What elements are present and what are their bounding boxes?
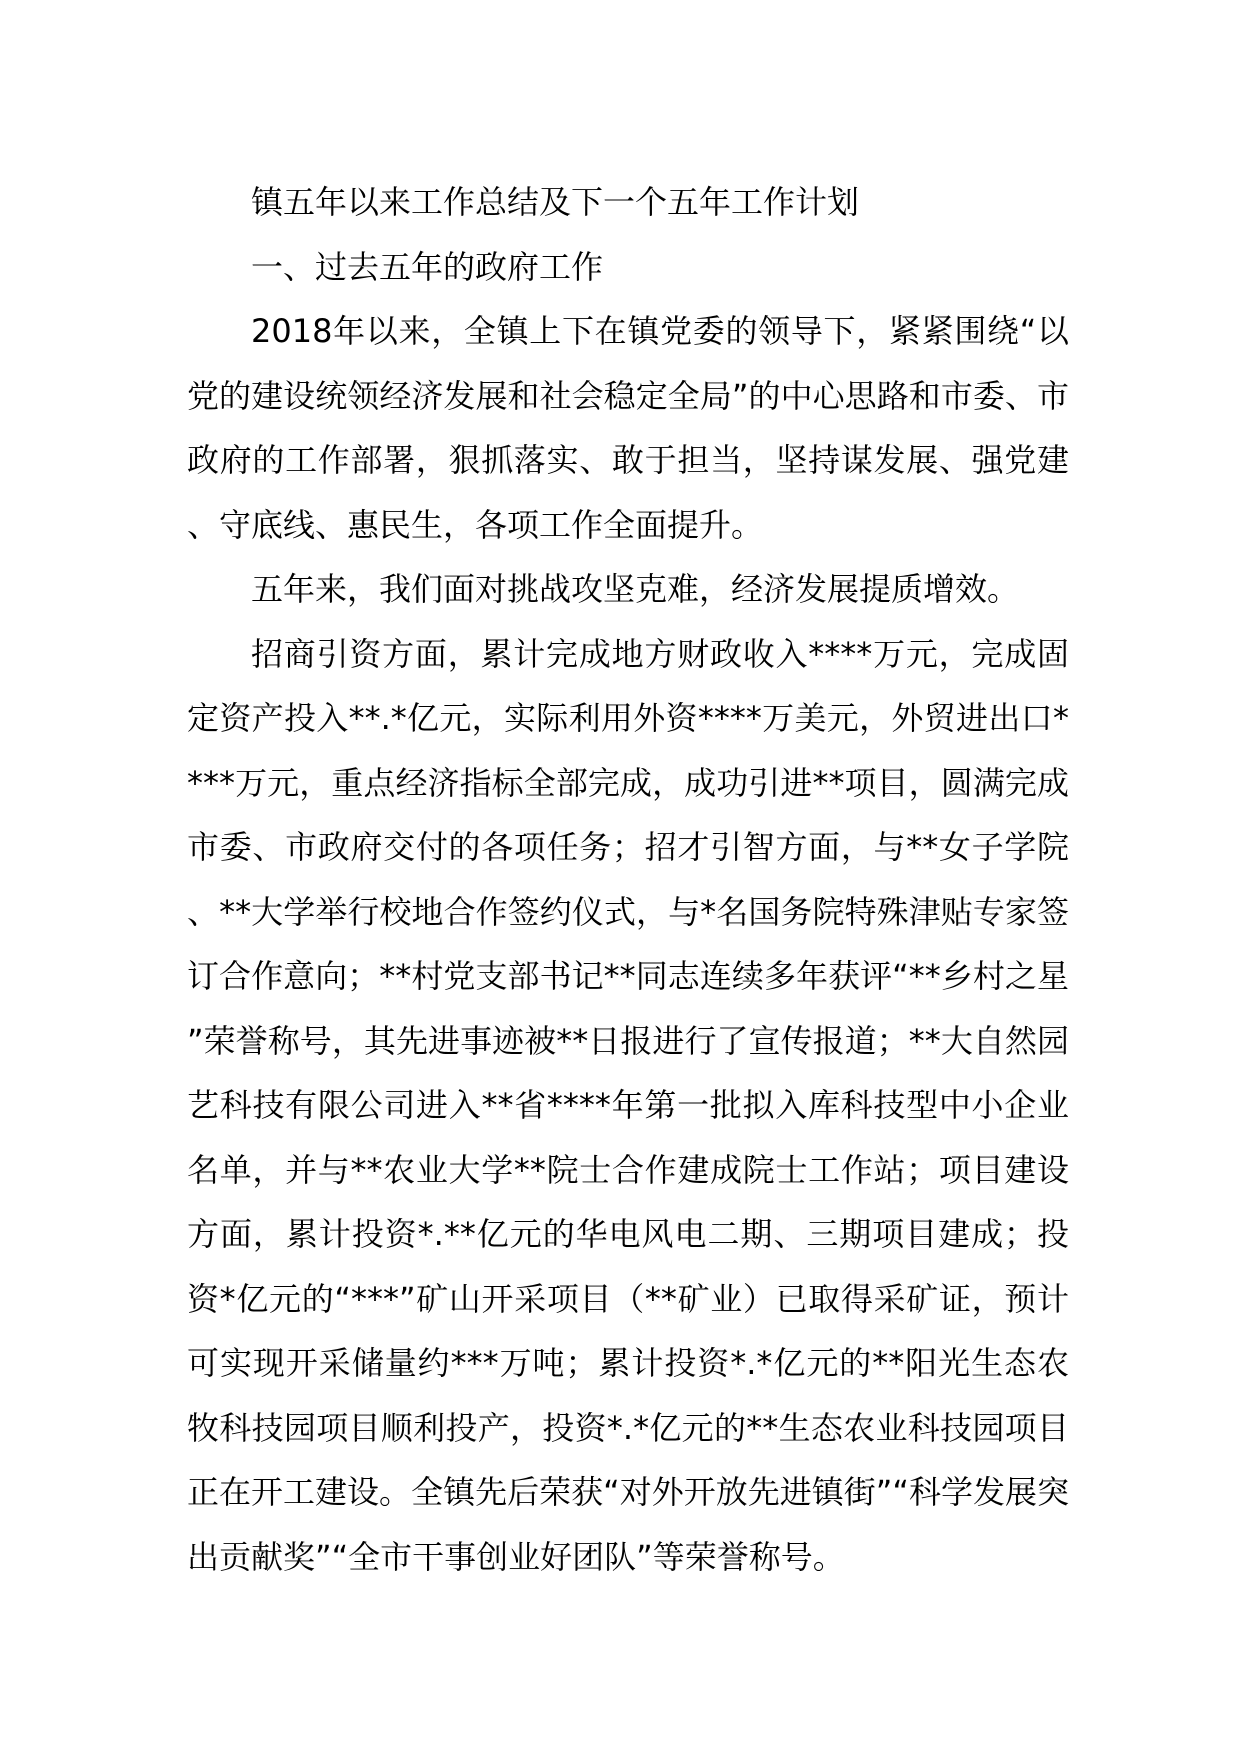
paragraph-summary: 五年来，我们面对挑战攻坚克难，经济发展提质增效。 bbox=[251, 570, 1020, 608]
document-title: 镇五年以来工作总结及下一个五年工作计划 bbox=[251, 183, 860, 221]
paragraph-intro: 2018年以来，全镇上下在镇党委的领导下，紧紧围绕“以党的建设统领经济发展和社会稳定全局”的中心思路和市委、市政府的工作部署，狠抓落实、敢于担当，坚持谋发展、强党建、守底线、惠民生，各项工作全面提升。 bbox=[187, 312, 1069, 544]
document-body bbox=[187, 170, 1069, 1589]
section-heading: 一、过去五年的政府工作 bbox=[251, 247, 604, 286]
paragraph-details: 招商引资方面，累计完成地方财政收入****万元，完成固定资产投入**.*亿元，实际利用外资****万美元，外贸进出口****万元，重点经济指标全部完成，成功引进**项目，圆满完成市委、市政府交付的各项任务；招才引智方面，与**女子学院、**大学举行校地合作签约仪式，与*名国务院特殊津贴专家签订合作意向；**村党支部书记**同志连续多年获评“**乡村之星”荣誉称号，其先进事迹被**日报进行了宣传报道；**大自然园艺科技有限公司进入**省****年第一批拟入库科技型中小企业名单，并与**农业大学**院士合作建成院士工作站；项目建设方面，累计投资*.**亿元的华电风电二期、三期项目建成；投资*亿元的“***”矿山开采项目（**矿业）已取得采矿证，预计可实现开采储量约***万吨；累计投资*.*亿元的**阳光生态农牧科技园项目顺利投产，投资*.*亿元的**生态农业科技园项目正在开工建设。全镇先后荣获“对外开放先进镇街”“科学发展突出贡献奖”“全市干事创业好团队”等荣誉称号。 bbox=[187, 634, 1069, 1576]
